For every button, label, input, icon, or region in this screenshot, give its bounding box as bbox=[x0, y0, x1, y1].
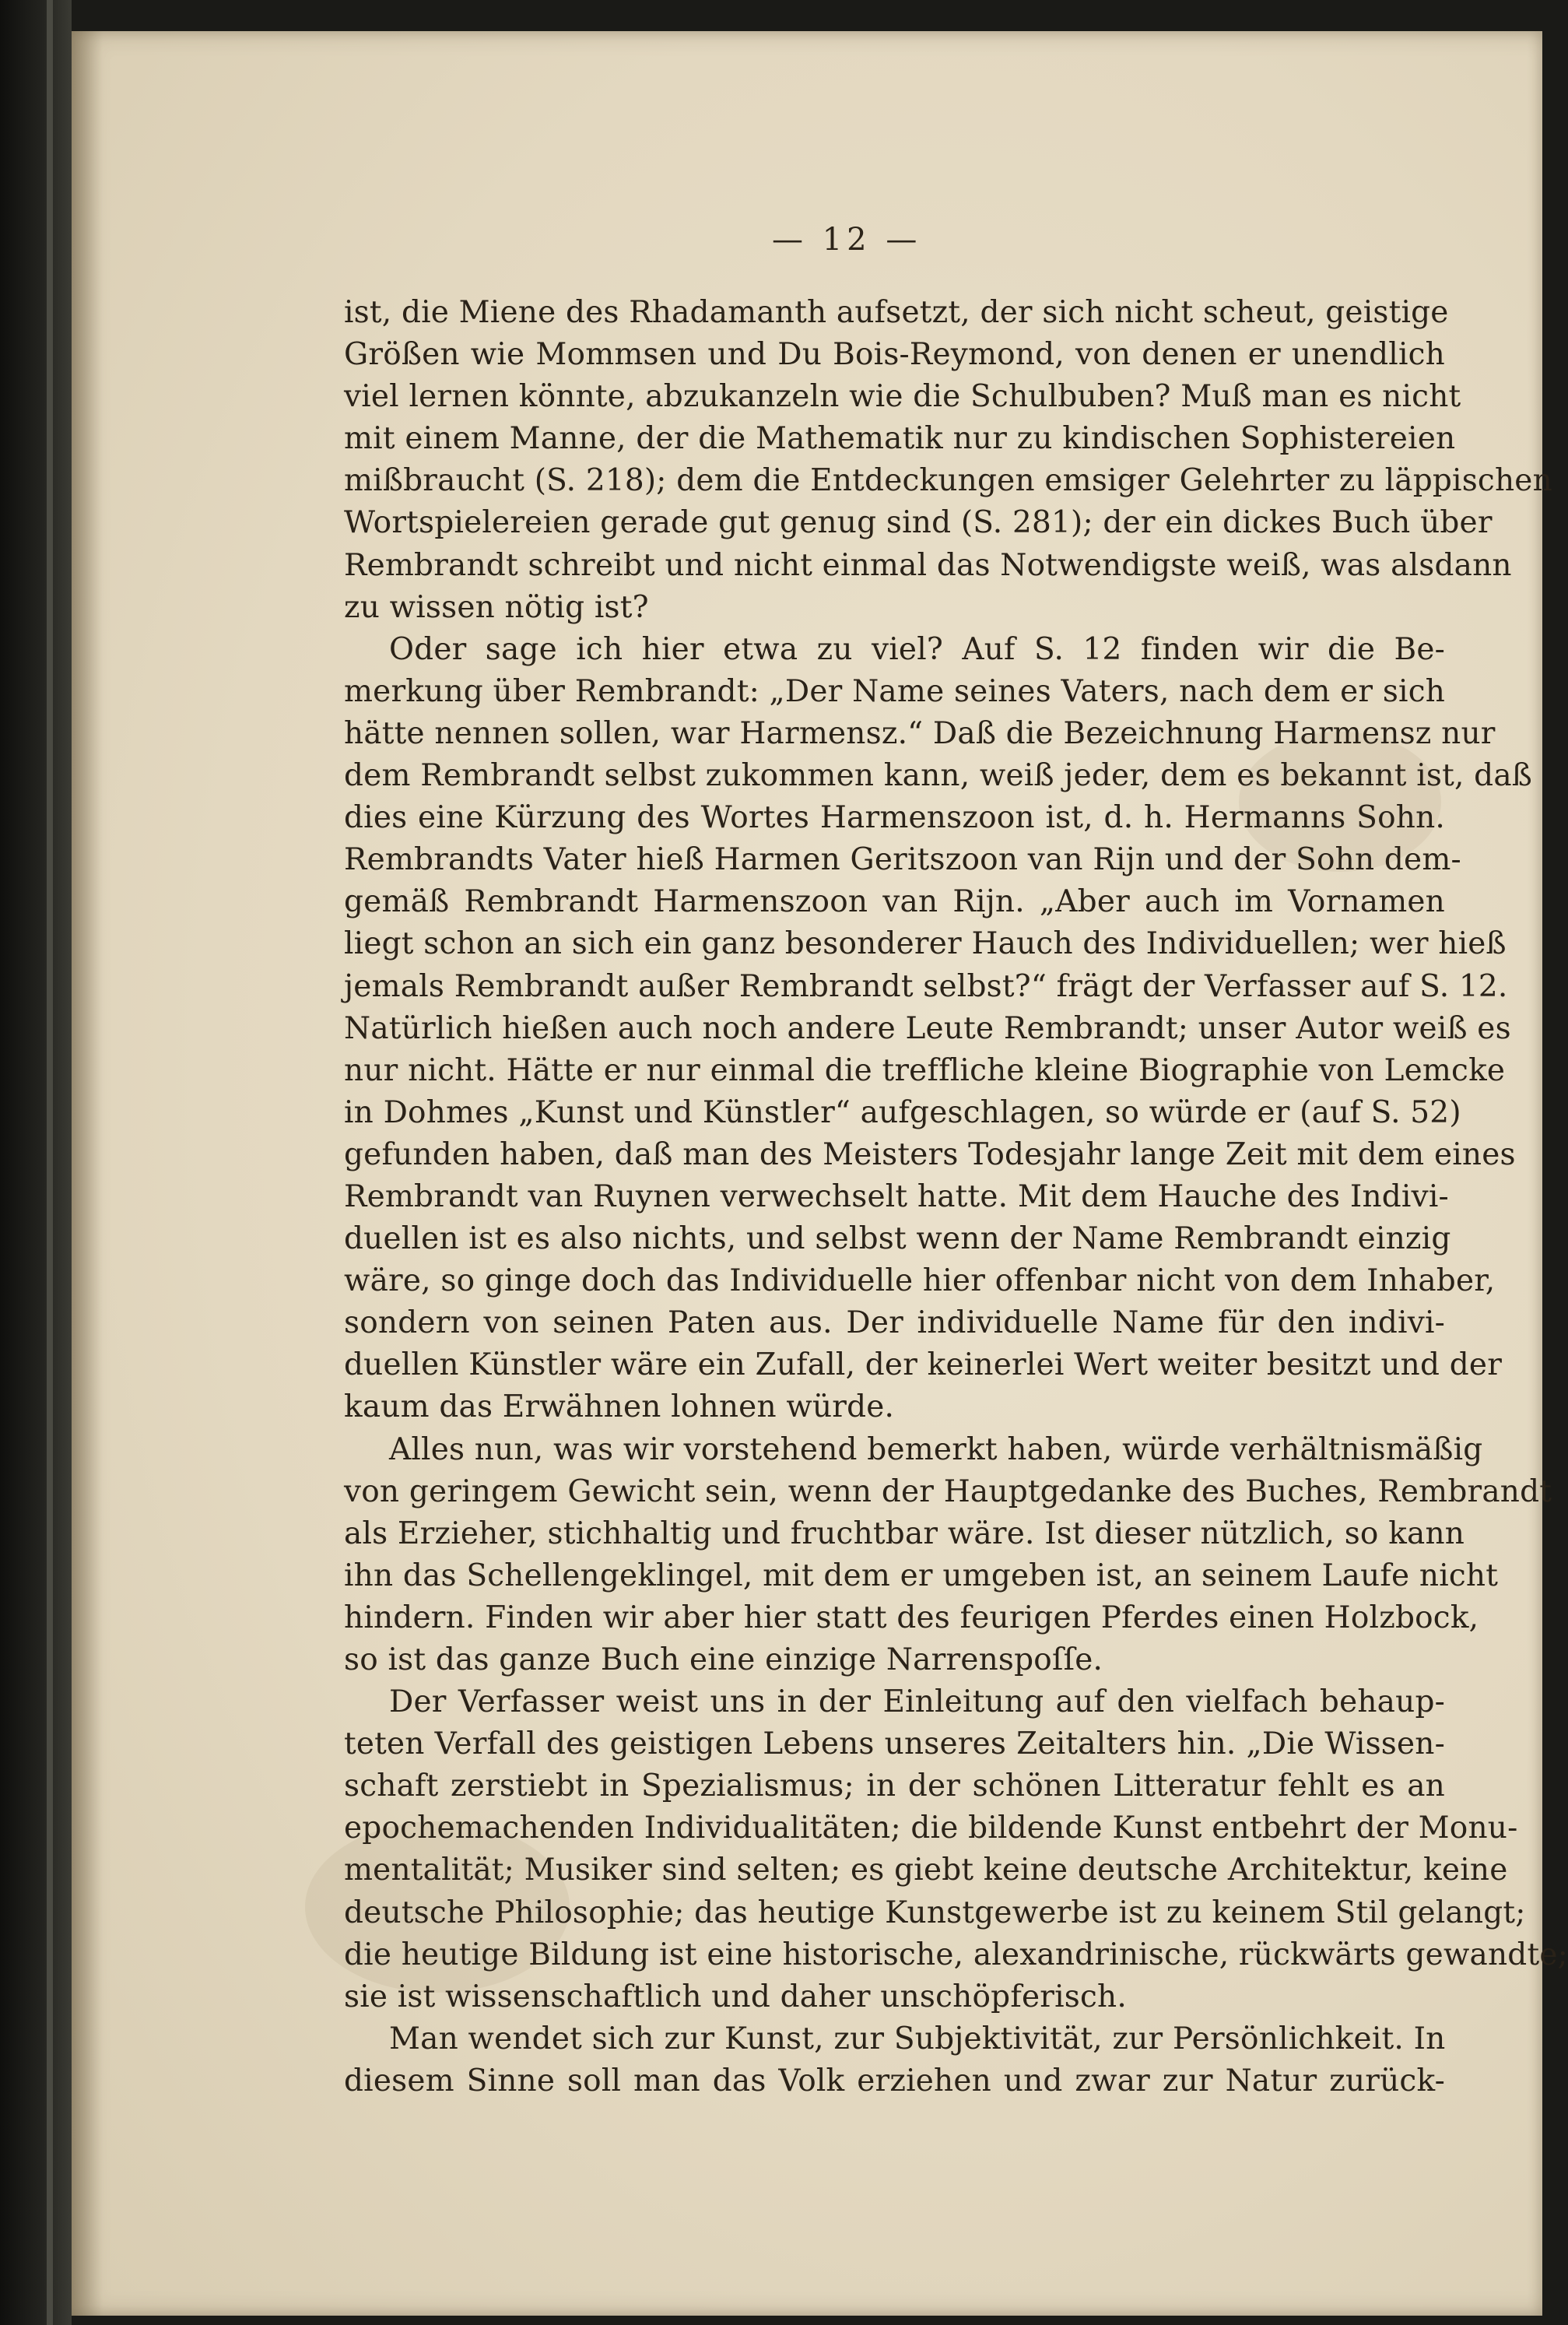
text-line: Man wendet sich zur Kunst, zur Subjektivität, zur Persönlichkeit. In bbox=[389, 2021, 1446, 2056]
page-gutter bbox=[72, 31, 103, 2316]
text-line: dies eine Kürzung des Wortes Harmenszoon ist, d. h. Hermanns Sohn. bbox=[344, 800, 1445, 836]
text-line: Natürlich hießen auch noch andere Leute Rembrandt; unser Autor weiß es bbox=[344, 1010, 1511, 1046]
text-line: Größen wie Mommsen und Du Bois-Reymond, von denen er unendlich bbox=[344, 337, 1445, 373]
text-line: zu wissen nötig ist? bbox=[344, 589, 649, 625]
body-text bbox=[344, 292, 1568, 2102]
text-line: kaum das Erwähnen lohnen würde. bbox=[344, 1389, 895, 1425]
text-line: die heutige Bildung ist eine historische, alexandrinische, rückwärts gewandte; bbox=[344, 1937, 1568, 1972]
text-line: schaft zerstiebt in Spezialismus; in der schönen Litteratur fehlt es an bbox=[344, 1768, 1445, 1804]
text-line: duellen Künstler wäre ein Zufall, der keinerlei Wert weiter besitzt und der bbox=[344, 1347, 1503, 1383]
binding-edge bbox=[47, 0, 53, 2325]
text-line: liegt schon an sich ein ganz besonderer Hauch des Individuellen; wer hieß bbox=[344, 926, 1507, 962]
text-line: Wortspielereien gerade gut genug sind (S. 281); der ein dickes Buch über bbox=[344, 505, 1493, 541]
text-line: Alles nun, was wir vorstehend bemerkt haben, würde verhältnismäßig bbox=[389, 1431, 1483, 1467]
text-line: Oder sage ich hier etwa zu viel? Auf S. 12 finden wir die Be- bbox=[389, 631, 1445, 667]
text-line: ihn das Schellengeklingel, mit dem er umgeben ist, an seinem Laufe nicht bbox=[344, 1558, 1499, 1593]
text-line: so ist das ganze Buch eine einzige Narrenspoſſe. bbox=[344, 1642, 1103, 1677]
text-line: teten Verfall des geistigen Lebens unseres Zeitalters hin. „Die Wissen- bbox=[344, 1726, 1445, 1762]
text-line: hätte nennen sollen, war Harmensz.“ Daß die Bezeichnung Harmensz nur bbox=[344, 715, 1496, 751]
text-line: merkung über Rembrandt: „Der Name seines Vaters, nach dem er sich bbox=[344, 673, 1446, 709]
text-line: mit einem Manne, der die Mathematik nur zu kindischen Sophistereien bbox=[344, 421, 1456, 457]
text-line: jemals Rembrandt außer Rembrandt selbst?“ frägt der Verfasser auf S. 12. bbox=[344, 968, 1508, 1004]
text-line: wäre, so ginge doch das Individuelle hier offenbar nicht von dem Inhaber, bbox=[344, 1263, 1496, 1299]
text-line: diesem Sinne soll man das Volk erziehen und zwar zur Natur zurück- bbox=[344, 2063, 1445, 2098]
text-line: dem Rembrandt selbst zukommen kann, weiß jeder, dem es bekannt ist, daß bbox=[344, 758, 1533, 794]
text-line: Rembrandt schreibt und nicht einmal das Notwendigste weiß, was alsdann bbox=[344, 547, 1512, 583]
book-page bbox=[72, 31, 1568, 2316]
text-line: epochemachenden Individualitäten; die bildende Kunst entbehrt der Monu- bbox=[344, 1810, 1518, 1846]
text-line: mentalität; Musiker sind selten; es giebt keine deutsche Architektur, keine bbox=[344, 1853, 1508, 1888]
book-binding bbox=[0, 0, 72, 2325]
text-line: hindern. Finden wir aber hier statt des feurigen Pferdes einen Holzbock, bbox=[344, 1600, 1479, 1635]
text-line: mißbraucht (S. 218); dem die Entdeckungen emsiger Gelehrter zu läppischen bbox=[344, 463, 1552, 499]
text-line: gefunden haben, daß man des Meisters Todesjahr lange Zeit mit dem eines bbox=[344, 1136, 1516, 1172]
text-line: sondern von seinen Paten aus. Der individuelle Name für den indivi- bbox=[344, 1305, 1445, 1341]
text-line: duellen ist es also nichts, und selbst wenn der Name Rembrandt einzig bbox=[344, 1221, 1451, 1257]
text-line: sie ist wissenschaftlich und daher unschöpferisch. bbox=[344, 1979, 1127, 2014]
text-line: Der Verfasser weist uns in der Einleitung auf den vielfach behaup- bbox=[389, 1684, 1445, 1720]
text-line: in Dohmes „Kunst und Künstler“ aufgeschlagen, so würde er (auf S. 52) bbox=[344, 1094, 1461, 1130]
text-line: als Erzieher, stichhaltig und fruchtbar wäre. Ist dieser nützlich, so kann bbox=[344, 1515, 1465, 1551]
text-line: gemäß Rembrandt Harmenszoon van Rijn. „Aber auch im Vornamen bbox=[344, 884, 1445, 920]
text-line: Rembrandts Vater hieß Harmen Geritszoon van Rijn und der Sohn dem- bbox=[344, 842, 1461, 878]
text-line: ist, die Miene des Rhadamanth aufsetzt, der sich nicht scheut, geistige bbox=[344, 295, 1449, 330]
text-line: deutsche Philosophie; das heutige Kunstgewerbe ist zu keinem Stil gelangt; bbox=[344, 1895, 1526, 1930]
text-line: von geringem Gewicht sein, wenn der Hauptgedanke des Buches, Rembrandt bbox=[344, 1473, 1552, 1509]
text-line: nur nicht. Hätte er nur einmal die treffliche kleine Biographie von Lemcke bbox=[344, 1052, 1506, 1088]
text-line: viel lernen könnte, abzukanzeln wie die Schulbuben? Muß man es nicht bbox=[344, 379, 1461, 415]
page-number: — 12 — bbox=[772, 222, 922, 258]
text-line: Rembrandt van Ruynen verwechselt hatte. Mit dem Hauche des Indivi- bbox=[344, 1178, 1449, 1214]
